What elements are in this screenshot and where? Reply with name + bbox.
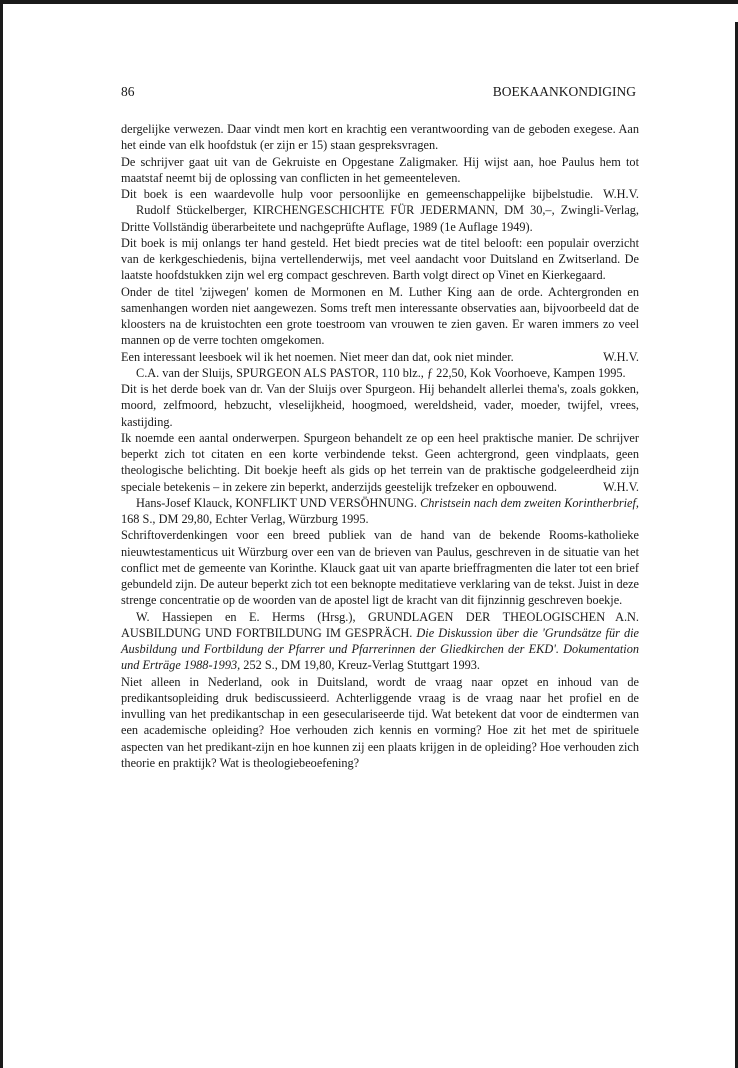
review-paragraph: Dit boek is mij onlangs ter hand gesteld. Het biedt precies wat de titel belooft: een populair overzicht van de kerkgeschiedenis, bijna vertellenderwijs, met veel aandacht voor Duitsland en Zwitserland. De laatste hoofdstukken zijn wel erg compact geschreven. Barth volgt direct op Vinet en Kierkegaard.	[121, 235, 639, 283]
review-paragraph: Ik noemde een aantal onderwerpen. Spurgeon behandelt ze op een heel praktische manier. De schrijver beperkt zich tot citaten en een korte verbindende tekst. Geen achtergrond, geen vindplaats, geen theologische belichting. Dit boekje heeft als gids op het terrein van de praktische godgeleerdheid zijn speciale betekenis – in zekere zin beperkt, anderzijds geestelijk trefzeker en opbouwend. W.H.V.	[121, 430, 639, 494]
reviewer-signature: W.H.V.	[603, 479, 639, 494]
book-citation: W. Hassiepen en E. Herms (Hrsg.), GRUNDLAGEN DER THEOLOGISCHEN AUSBILDUNG UND FORTBILDUNG IM GESPRÄCH. Die Diskussion über die 'Grundsätze für die Ausbildung und Fortbildung der Pfarrer und Pfarrerinnen der Gliedkirchen der EKD'. Dokumentation und Erträge 1988-1993, 252 S., DM 19,80, Kreuz-Verlag Stuttgart 1993.	[121, 609, 639, 673]
book-citation: Hans-Josef Klauck, KONFLIKT UND VERSÖHNUNG. Christsein nach dem zweiten Korintherbrief, 168 S., DM 29,80, Echter Verlag, Würzburg 1995.	[121, 495, 640, 526]
running-title: BOEKAANKONDIGING	[492, 84, 636, 99]
reviewer-signature: W.H.V.	[603, 349, 639, 364]
book-citation: Rudolf Stückelberger, KIRCHENGESCHICHTE FÜR JEDERMANN, DM 30,–, Zwingli-Verlag, Dritte Vollständig überarbeitete und nachgeprüfte Auflage, 1989 (1e Auflage 1949).	[121, 203, 639, 234]
page-number: 86	[121, 84, 135, 99]
reviewer-signature: A.N.	[615, 609, 639, 624]
review-paragraph: Dit boek is een waardevolle hulp voor persoonlijke en gemeenschappelijke bijbelstudie. W.H.V.	[121, 187, 639, 201]
review-paragraph: Schriftoverdenkingen voor een breed publiek van de hand van de bekende Rooms-katholieke nieuwtestamenticus uit Würzburg over een van de brieven van Paulus, geschreven in de situatie van het conflict met de gemeente van Korinthe. Klauck gaat uit van aparte brieffragmenten die later tot een brief gebundeld zijn. De auteur beperkt zich tot een beknopte meditatieve verklaring van de tekst. Juist in deze strenge concentratie op de woorden van de apostel ligt de kracht van dit fijnzinnig geschreven boekje. A.N.	[121, 528, 639, 624]
book-citation: C.A. van der Sluijs, SPURGEON ALS PASTOR, 110 blz., ƒ 22,50, Kok Voorhoeve, Kampen 1995.	[136, 365, 626, 380]
review-paragraph: dergelijke verwezen. Daar vindt men kort en krachtig een verantwoording van de geboden exegese. Aan het einde van elk hoofdstuk (er zijn er 15) staan gespreksvragen.	[121, 122, 639, 153]
review-paragraph: Onder de titel 'zijwegen' komen de Mormonen en M. Luther King aan de orde. Achtergronden en samenhangen worden niet aangewezen. Soms treft men interessante observaties aan, bijvoorbeeld dat de kloosters na de kruistochten een grote toestroom van vrouwen te zien gaven. Er waren immers zo veel mannen op de verre tochten omgekomen.	[121, 284, 639, 348]
review-paragraph: Dit is het derde boek van dr. Van der Sluijs over Spurgeon. Hij behandelt allerlei thema's, zoals gokken, moord, zelfmoord, hebzucht, vleselijkheid, hoogmoed, wereldsheid, vader, moeder, twijfel, vrees, kastijding.	[121, 382, 639, 429]
review-paragraph: Niet alleen in Nederland, ook in Duitsland, wordt de vraag naar opzet en inhoud van de predikantsopleiding druk bediscussieerd. Achterliggende vraag is de vraag naar het profiel en de invulling van het predikantschap in een geseculariseerde tijd. Wat betekent dat voor de eindtermen van een academische opleiding? Hoe verhouden zich kennis en vorming? Hoe zit het met de spirituele aspecten van het predikant-zijn en hoe kunnen zij een plaats krijgen in de opleiding? Hoe verhouden zich theorie en praktijk? Wat is theologiebeoefening?	[121, 674, 639, 770]
review-paragraph: De schrijver gaat uit van de Gekruiste en Opgestane Zaligmaker. Hij wijst aan, hoe Paulus hem tot maatstaf neemt bij de oplossing van conflicten in het gemeenteleven.	[121, 154, 639, 185]
article-body	[121, 121, 639, 771]
running-header	[121, 84, 636, 100]
review-paragraph: Een interessant leesboek wil ik het noemen. Niet meer dan dat, ook niet minder. W.H.V.	[121, 349, 639, 364]
reviewer-signature: W.H.V.	[603, 187, 639, 201]
